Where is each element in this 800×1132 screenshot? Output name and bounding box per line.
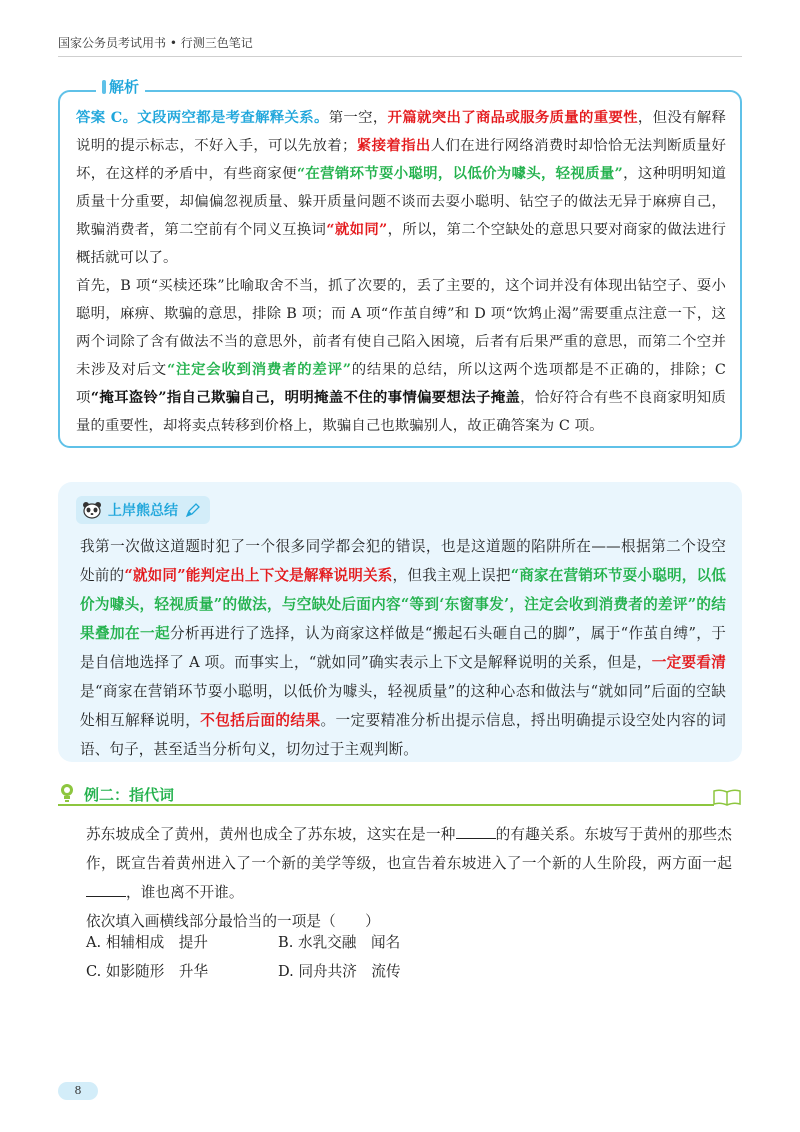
text-run: ，但我主观上误把	[392, 567, 511, 584]
text-run: ，所以，第二个空缺处的意思只要对商家的做法进行概括就可以了。	[76, 222, 727, 266]
blank-1	[456, 824, 496, 839]
text-run: 分析再进行了选择，认为商家这样做是“搬起石头砸自己的脚”，属于“作茧自缚”，于是自信地选择了 A 项。而事实上，“就如同”确实表示上下文是解释说明的关系，但是，	[80, 625, 726, 671]
book-icon	[712, 788, 742, 806]
summary-tag	[76, 496, 210, 524]
text-run: ，恰好符合有些不良商家明知质量的重要性，却将卖点转移到价格上，欺骗自己也欺骗别人，故正确答案为 C 项。	[76, 390, 727, 434]
analysis-box	[58, 90, 742, 448]
question-text: 苏东坡成全了黄州，黄州也成全了苏东坡，这实在是一种 的有趣关系。东坡写于黄州的那些杰作，既宣告着黄州进入了一个新的美学等级，也宣告着东坡进入了一个新的人生阶段，两方面一起，谁也离不开谁。	[86, 826, 732, 901]
pen-icon	[184, 501, 202, 519]
text-run: 是“商家在营销环节耍小聪明，以低价为噱头，轻视质量”的这种心态和做法与“就如同”后面的空缺处相互解释说明，	[80, 683, 726, 729]
text-run: 。一定要精准分析出提示信息，捋出明确提示设空处内容的词语、句子，甚至适当分析句义，切勿过于主观判断。	[80, 712, 726, 758]
text-run: 答案 C。文段两空都是考查解释关系。	[76, 109, 329, 126]
text-run: 第一空，	[328, 110, 388, 126]
question-stem	[86, 820, 732, 936]
text-run: “就如同”	[124, 567, 186, 584]
book-header: 国家公务员考试用书 • 行测三色笔记	[58, 36, 253, 50]
text-run: “在营销环节耍小聪明，以低价为噱头，轻视质量”	[296, 165, 623, 182]
text-run: “商家在营销环节耍小聪明，以低价为噱头，轻视质量”的做法，与空缺处后面内容“等到‘东窗事发’，注定会收到消费者的差评”的结果叠加在一起	[80, 567, 726, 642]
text-run: ，这种明明知道质量十分重要，却偏偏忽视质量、躲开质量问题不谈而去耍小聪明、钻空子的做法无异于麻痹自己，欺骗消费者，第二空前有个同义互换词	[76, 166, 726, 238]
text-run: “就如同”	[326, 221, 388, 238]
option-a[interactable]: A. 相辅相成 提升	[86, 934, 208, 951]
example-header	[58, 784, 742, 806]
text-run: “掩耳盗铃”指自己欺骗自己，明明掩盖不住的事情偏要想法子掩盖	[90, 389, 521, 406]
answer-options	[86, 928, 470, 986]
option-b[interactable]: B. 水乳交融 闻名	[278, 934, 401, 951]
text-run: 一定要看清	[651, 654, 726, 671]
question-prompt: 依次填入画横线部分最恰当的一项是（ ）	[86, 913, 380, 930]
summary-box	[58, 482, 742, 762]
summary-tag-label: 上岸熊总结	[108, 503, 178, 519]
example-title: 例二：指代词	[84, 786, 175, 804]
text-run: 的结果的总结，所以这两个选项都是不正确的，排除；C 项	[76, 362, 726, 406]
text-run: “注定会收到消费者的差评”	[166, 361, 352, 378]
options-row-2	[86, 957, 470, 986]
header-divider	[58, 56, 742, 57]
text-run: 人们在进行网络消费时却恰恰无法判断质量好坏，在这样的矛盾中，有些商家便	[76, 138, 726, 182]
text-run: 能判定出上下文是解释说明关系	[185, 567, 393, 584]
text-run: 首先，B 项“买椟还珠”比喻取舍不当，抓了次要的，丢了主要的，这个词并没有体现出钻空子、耍小聪明，麻痹、欺骗的意思，排除 B 项；而 A 项“作茧自缚”和 D 项“饮鸩止渴”需要重点注意一下，这两个词除了含有做法不当的意思外，前者有使自己陷入困境，后者有后果严重的意思，而第二个空并未涉及对后文	[76, 278, 726, 378]
tag-bar-icon	[102, 80, 106, 94]
option-d[interactable]: D. 同舟共济 流传	[278, 963, 401, 980]
option-c[interactable]: C. 如影随形 升华	[86, 963, 209, 980]
text-run: 不包括后面的结果	[200, 712, 321, 729]
text-run: 开篇就突出了商品或服务质量的重要性	[387, 109, 638, 126]
options-row-1	[86, 928, 470, 957]
text-run: ，但没有解释说明的提示标志，不好入手，可以先放着；	[76, 110, 727, 154]
blank-2	[86, 882, 126, 897]
bear-icon	[82, 501, 102, 519]
text-run: 紧接着指出	[356, 137, 431, 154]
lightbulb-icon	[58, 782, 76, 804]
analysis-paragraph-2	[76, 272, 726, 440]
text-run: 我第一次做这道题时犯了一个很多同学都会犯的错误，也是这道题的陷阱所在——根据第二个设空处前的	[80, 538, 726, 584]
page-number: 8	[58, 1082, 98, 1100]
example-rule	[58, 804, 714, 806]
summary-paragraph	[80, 532, 726, 764]
analysis-paragraph-1	[76, 104, 726, 272]
analysis-tag: 解析	[96, 76, 145, 97]
